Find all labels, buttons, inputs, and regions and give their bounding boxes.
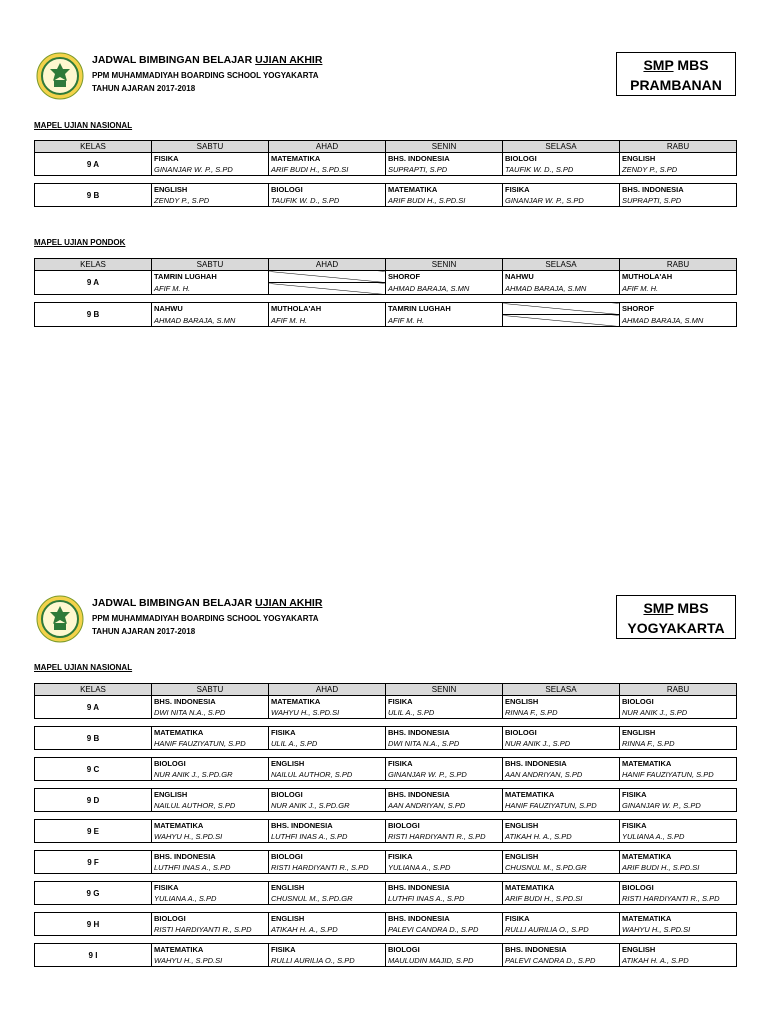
teacher-cell: AFIF M. H.	[269, 315, 386, 327]
teacher-cell: ARIF BUDI H., S.PD.SI	[269, 164, 386, 176]
teacher-cell: SUPRAPTI, S.PD	[386, 164, 503, 176]
table-row	[35, 820, 737, 832]
school-logo-icon	[36, 52, 84, 100]
school-box-mbs: MBS	[673, 600, 709, 616]
subject-cell: SHOROF	[620, 303, 737, 315]
subject-cell: FISIKA	[152, 153, 269, 165]
subject-cell: SHOROF	[386, 271, 503, 283]
school-box-campus: YOGYAKARTA	[627, 620, 725, 636]
subject-cell: BIOLOGI	[269, 184, 386, 196]
teacher-cell: GINANJAR W. P., S.PD	[620, 800, 737, 812]
teacher-cell: WAHYU H., S.PD.SI	[269, 707, 386, 719]
row-spacer	[35, 936, 737, 944]
row-spacer	[35, 843, 737, 851]
subject-cell: BIOLOGI	[503, 727, 620, 739]
teacher-cell: ATIKAH H. A., S.PD	[503, 831, 620, 843]
teacher-cell: ZENDY P., S.PD	[620, 164, 737, 176]
column-header: RABU	[620, 684, 737, 696]
teacher-cell: AAN ANDRIYAN, S.PD	[386, 800, 503, 812]
table-row	[35, 153, 737, 165]
teacher-cell: AHMAD BARAJA, S.MN	[152, 315, 269, 327]
row-spacer	[35, 176, 737, 184]
teacher-cell: TAUFIK W. D., S.PD	[503, 164, 620, 176]
school-name: PPM MUHAMMADIYAH BOARDING SCHOOL YOGYAKARTA	[92, 71, 319, 80]
teacher-cell: DWI NITA N.A., S.PD	[386, 738, 503, 750]
teacher-cell: WAHYU H., S.PD.SI	[620, 924, 737, 936]
school-box	[616, 595, 736, 639]
row-spacer	[35, 295, 737, 303]
class-cell: 9 E	[35, 820, 152, 843]
subject-cell: MATEMATIKA	[269, 696, 386, 708]
school-box-smp: SMP	[643, 600, 674, 616]
table-row	[35, 727, 737, 739]
subject-cell: BHS. INDONESIA	[386, 913, 503, 925]
subject-cell: MUTHOLA'AH	[269, 303, 386, 315]
subject-cell: ENGLISH	[269, 758, 386, 770]
schedule-table	[34, 258, 737, 327]
column-header: SABTU	[152, 684, 269, 696]
subject-cell: ENGLISH	[620, 944, 737, 956]
column-header: SENIN	[386, 259, 503, 271]
subject-cell: BHS. INDONESIA	[269, 820, 386, 832]
subject-cell: NAHWU	[503, 271, 620, 283]
column-header: SELASA	[503, 141, 620, 153]
table-row	[35, 882, 737, 894]
teacher-cell: NUR ANIK J., S.PD	[620, 707, 737, 719]
subject-cell: BHS. INDONESIA	[386, 153, 503, 165]
subject-cell: ENGLISH	[269, 913, 386, 925]
class-cell: 9 H	[35, 913, 152, 936]
document-title: JADWAL BIMBINGAN BELAJAR UJIAN AKHIR	[92, 54, 323, 66]
subject-cell: MATEMATIKA	[620, 758, 737, 770]
school-name: PPM MUHAMMADIYAH BOARDING SCHOOL YOGYAKARTA	[92, 614, 319, 623]
teacher-cell: ATIKAH H. A., S.PD	[269, 924, 386, 936]
class-cell: 9 B	[35, 184, 152, 207]
academic-year: TAHUN AJARAN 2017-2018	[92, 627, 196, 636]
subject-cell: FISIKA	[386, 758, 503, 770]
empty-slot-cell	[269, 283, 386, 295]
subject-cell: MATEMATIKA	[503, 789, 620, 801]
class-cell: 9 A	[35, 271, 152, 295]
table-row	[35, 696, 737, 708]
subject-cell: MATEMATIKA	[152, 944, 269, 956]
subject-cell: BIOLOGI	[386, 820, 503, 832]
teacher-cell: AAN ANDRIYAN, S.PD	[503, 769, 620, 781]
column-header: SELASA	[503, 259, 620, 271]
teacher-cell: ULIL A., S.PD	[269, 738, 386, 750]
teacher-cell: CHUSNUL M., S.PD.GR	[503, 862, 620, 874]
subject-cell: FISIKA	[620, 789, 737, 801]
school-box-campus: PRAMBANAN	[630, 77, 722, 93]
teacher-cell: NUR ANIK J., S.PD.GR	[269, 800, 386, 812]
class-cell: 9 B	[35, 303, 152, 327]
row-spacer	[35, 874, 737, 882]
column-header: SABTU	[152, 141, 269, 153]
teacher-cell: RISTI HARDIYANTI R., S.PD	[620, 893, 737, 905]
class-cell: 9 A	[35, 153, 152, 176]
teacher-cell: NAILUL AUTHOR, S.PD	[269, 769, 386, 781]
school-box-mbs: MBS	[673, 57, 709, 73]
subject-cell: BIOLOGI	[620, 882, 737, 894]
column-header: KELAS	[35, 259, 152, 271]
teacher-cell: AFIF M. H.	[152, 283, 269, 295]
subject-cell: NAHWU	[152, 303, 269, 315]
column-header: SENIN	[386, 141, 503, 153]
subject-cell: BIOLOGI	[386, 944, 503, 956]
subject-cell: TAMRIN LUGHAH	[152, 271, 269, 283]
row-spacer	[35, 812, 737, 820]
subject-cell: BHS. INDONESIA	[152, 851, 269, 863]
column-header: AHAD	[269, 141, 386, 153]
subject-cell: MUTHOLA'AH	[620, 271, 737, 283]
teacher-cell: NUR ANIK J., S.PD.GR	[152, 769, 269, 781]
subject-cell: BIOLOGI	[269, 851, 386, 863]
schedule-table	[34, 140, 737, 207]
table-label: MAPEL UJIAN NASIONAL	[34, 121, 133, 130]
subject-cell: FISIKA	[386, 851, 503, 863]
section-2-header	[36, 595, 736, 645]
column-header: SABTU	[152, 259, 269, 271]
subject-cell: BIOLOGI	[503, 153, 620, 165]
row-spacer	[35, 905, 737, 913]
column-header: AHAD	[269, 259, 386, 271]
teacher-cell: HANIF FAUZIYATUN, S.PD	[152, 738, 269, 750]
section-1-header	[36, 52, 736, 102]
subject-cell: ENGLISH	[503, 820, 620, 832]
table-row	[35, 271, 737, 283]
teacher-cell: NUR ANIK J., S.PD	[503, 738, 620, 750]
empty-slot-cell	[503, 315, 620, 327]
table-label: MAPEL UJIAN NASIONAL	[34, 663, 133, 672]
teacher-cell: LUTHFI INAS A., S.PD	[269, 831, 386, 843]
teacher-cell: GINANJAR W. P., S.PD	[503, 195, 620, 207]
subject-cell: ENGLISH	[503, 696, 620, 708]
teacher-cell: RISTI HARDIYANTI R., S.PD	[386, 831, 503, 843]
subject-cell: MATEMATIKA	[503, 882, 620, 894]
subject-cell: FISIKA	[269, 944, 386, 956]
class-cell: 9 A	[35, 696, 152, 719]
subject-cell: ENGLISH	[620, 153, 737, 165]
teacher-cell: AHMAD BARAJA, S.MN	[386, 283, 503, 295]
class-cell: 9 G	[35, 882, 152, 905]
teacher-cell: PALEVI CANDRA D., S.PD	[386, 924, 503, 936]
subject-cell: BHS. INDONESIA	[386, 882, 503, 894]
teacher-cell: HANIF FAUZIYATUN, S.PD	[620, 769, 737, 781]
teacher-cell: ARIF BUDI H., S.PD.SI	[503, 893, 620, 905]
teacher-cell: RULLI AURILIA O., S.PD	[503, 924, 620, 936]
teacher-cell: MAULUDIN MAJID, S.PD	[386, 955, 503, 967]
schedule-table	[34, 683, 737, 967]
subject-cell: ENGLISH	[152, 789, 269, 801]
teacher-cell: WAHYU H., S.PD.SI	[152, 955, 269, 967]
subject-cell: MATEMATIKA	[620, 913, 737, 925]
teacher-cell: YULIANA A., S.PD	[620, 831, 737, 843]
subject-cell: FISIKA	[152, 882, 269, 894]
teacher-cell: RULLI AURILIA O., S.PD	[269, 955, 386, 967]
teacher-cell: AHMAD BARAJA, S.MN	[503, 283, 620, 295]
row-spacer	[35, 781, 737, 789]
table-label: MAPEL UJIAN PONDOK	[34, 238, 126, 247]
teacher-cell: ARIF BUDI H., S.PD.SI	[620, 862, 737, 874]
table-row	[35, 944, 737, 956]
subject-cell: BHS. INDONESIA	[620, 184, 737, 196]
table-header-row	[35, 259, 737, 271]
teacher-cell: PALEVI CANDRA D., S.PD	[503, 955, 620, 967]
teacher-cell: GINANJAR W. P., S.PD	[152, 164, 269, 176]
teacher-cell: LUTHFI INAS A., S.PD	[152, 862, 269, 874]
subject-cell: BHS. INDONESIA	[503, 758, 620, 770]
subject-cell: TAMRIN LUGHAH	[386, 303, 503, 315]
class-cell: 9 I	[35, 944, 152, 967]
table-row	[35, 303, 737, 315]
subject-cell: BHS. INDONESIA	[386, 727, 503, 739]
teacher-cell: WAHYU H., S.PD.SI	[152, 831, 269, 843]
subject-cell: ENGLISH	[152, 184, 269, 196]
subject-cell: BHS. INDONESIA	[152, 696, 269, 708]
teacher-cell: TAUFIK W. D., S.PD	[269, 195, 386, 207]
subject-cell: ENGLISH	[503, 851, 620, 863]
teacher-cell: CHUSNUL M., S.PD.GR	[269, 893, 386, 905]
subject-cell: FISIKA	[269, 727, 386, 739]
teacher-cell: SUPRAPTI, S.PD	[620, 195, 737, 207]
teacher-cell: RISTI HARDIYANTI R., S.PD	[269, 862, 386, 874]
subject-cell: BIOLOGI	[152, 913, 269, 925]
class-cell: 9 F	[35, 851, 152, 874]
column-header: SENIN	[386, 684, 503, 696]
column-header: RABU	[620, 141, 737, 153]
subject-cell: FISIKA	[386, 696, 503, 708]
subject-cell: MATEMATIKA	[620, 851, 737, 863]
school-logo-icon	[36, 595, 84, 643]
table-row	[35, 184, 737, 196]
teacher-cell: RINNA F., S.PD	[620, 738, 737, 750]
subject-cell: ENGLISH	[620, 727, 737, 739]
school-box	[616, 52, 736, 96]
subject-cell: BHS. INDONESIA	[386, 789, 503, 801]
academic-year: TAHUN AJARAN 2017-2018	[92, 84, 196, 93]
table-row	[35, 913, 737, 925]
row-spacer	[35, 750, 737, 758]
teacher-cell: AFIF M. H.	[620, 283, 737, 295]
teacher-cell: AFIF M. H.	[386, 315, 503, 327]
teacher-cell: DWI NITA N.A., S.PD	[152, 707, 269, 719]
subject-cell: MATEMATIKA	[269, 153, 386, 165]
table-row	[35, 789, 737, 801]
subject-cell: ENGLISH	[269, 882, 386, 894]
teacher-cell: NAILUL AUTHOR, S.PD	[152, 800, 269, 812]
empty-slot-cell	[269, 271, 386, 283]
teacher-cell: ARIF BUDI H., S.PD.SI	[386, 195, 503, 207]
table-header-row	[35, 684, 737, 696]
table-row	[35, 851, 737, 863]
subject-cell: FISIKA	[503, 184, 620, 196]
column-header: SELASA	[503, 684, 620, 696]
teacher-cell: RISTI HARDIYANTI R., S.PD	[152, 924, 269, 936]
class-cell: 9 B	[35, 727, 152, 750]
teacher-cell: ULIL A., S.PD	[386, 707, 503, 719]
column-header: RABU	[620, 259, 737, 271]
class-cell: 9 D	[35, 789, 152, 812]
teacher-cell: ZENDY P., S.PD	[152, 195, 269, 207]
subject-cell: BHS. INDONESIA	[503, 944, 620, 956]
column-header: KELAS	[35, 684, 152, 696]
teacher-cell: LUTHFI INAS A., S.PD	[386, 893, 503, 905]
teacher-cell: HANIF FAUZIYATUN, S.PD	[503, 800, 620, 812]
school-box-smp: SMP	[643, 57, 674, 73]
subject-cell: BIOLOGI	[620, 696, 737, 708]
column-header: AHAD	[269, 684, 386, 696]
teacher-cell: AHMAD BARAJA, S.MN	[620, 315, 737, 327]
class-cell: 9 C	[35, 758, 152, 781]
teacher-cell: ATIKAH H. A., S.PD	[620, 955, 737, 967]
subject-cell: FISIKA	[620, 820, 737, 832]
row-spacer	[35, 719, 737, 727]
subject-cell: BIOLOGI	[152, 758, 269, 770]
column-header: KELAS	[35, 141, 152, 153]
teacher-cell: YULIANA A., S.PD	[152, 893, 269, 905]
teacher-cell: YULIANA A., S.PD	[386, 862, 503, 874]
table-header-row	[35, 141, 737, 153]
subject-cell: MATEMATIKA	[152, 727, 269, 739]
subject-cell: BIOLOGI	[269, 789, 386, 801]
table-row	[35, 758, 737, 770]
teacher-cell: RINNA F., S.PD	[503, 707, 620, 719]
empty-slot-cell	[503, 303, 620, 315]
teacher-cell: GINANJAR W. P., S.PD	[386, 769, 503, 781]
subject-cell: MATEMATIKA	[152, 820, 269, 832]
subject-cell: FISIKA	[503, 913, 620, 925]
document-title: JADWAL BIMBINGAN BELAJAR UJIAN AKHIR	[92, 597, 323, 609]
subject-cell: MATEMATIKA	[386, 184, 503, 196]
